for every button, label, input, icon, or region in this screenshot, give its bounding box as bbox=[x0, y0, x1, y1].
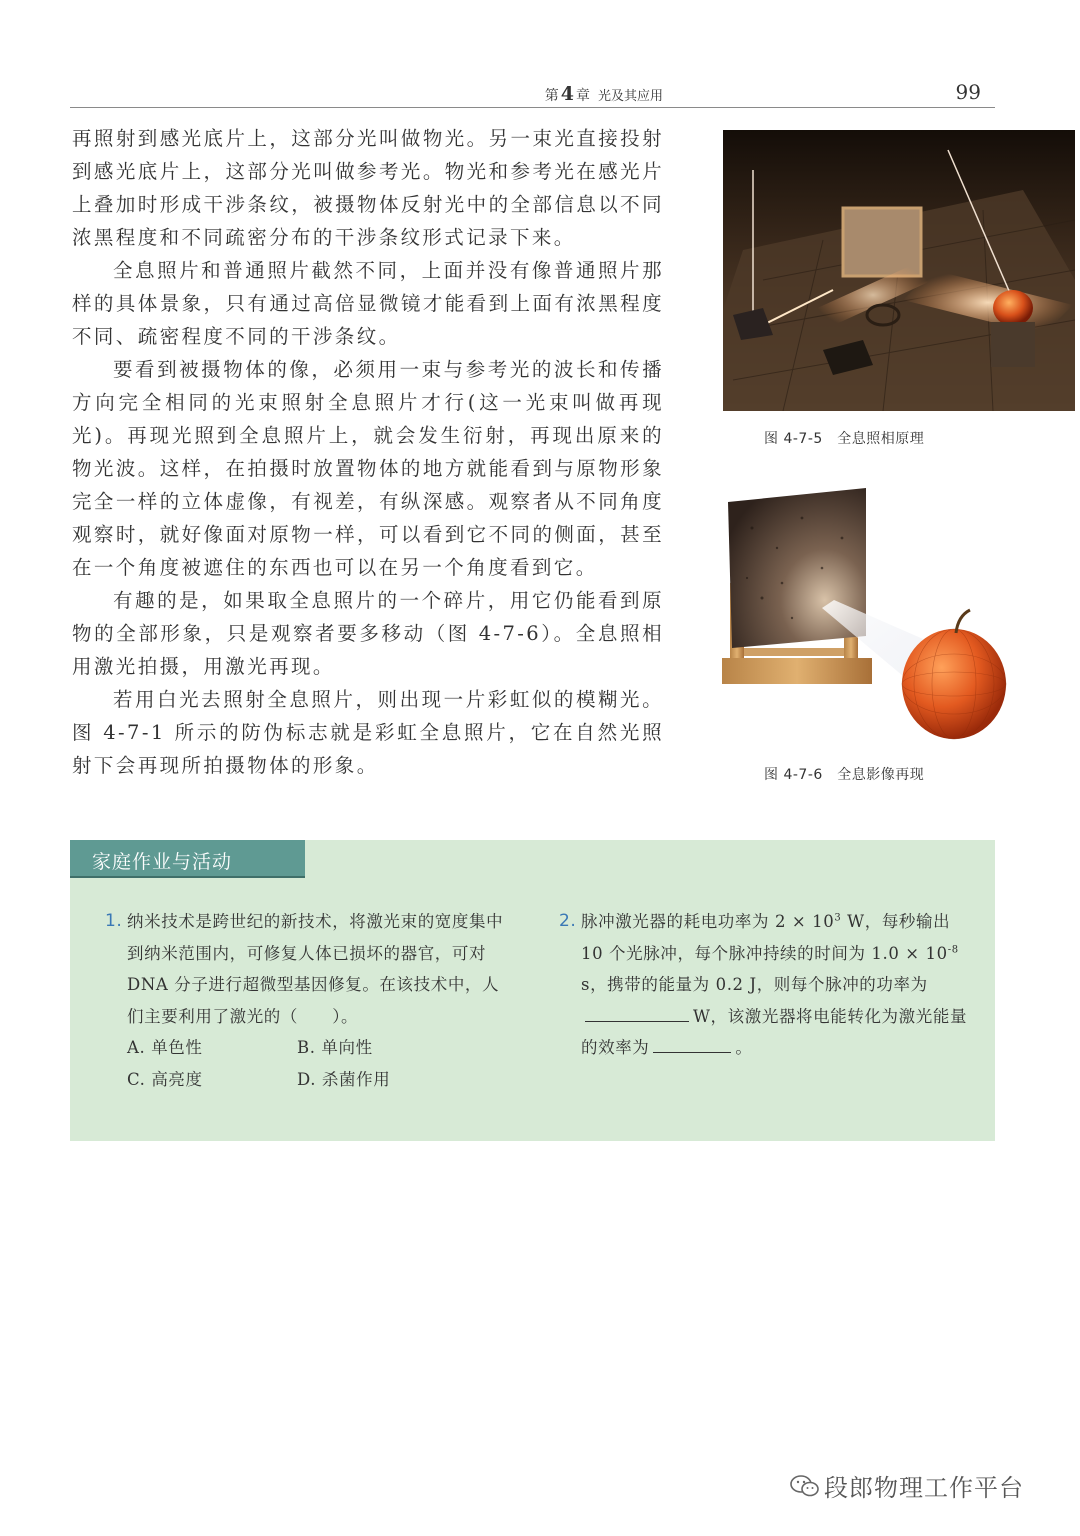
homework-title: 家庭作业与活动 bbox=[92, 851, 233, 873]
question-number: 1. bbox=[105, 911, 123, 931]
hologram-reconstruction-photo bbox=[722, 488, 1014, 746]
wechat-icon bbox=[790, 1474, 820, 1504]
option-b: B. 单向性 bbox=[297, 1038, 373, 1057]
question-number: 2. bbox=[559, 911, 577, 931]
paragraph: 再照射到感光底片上，这部分光叫做物光。另一束光直接投射到感光底片上，这部分光叫做参考光。物光和参考光在感光片上叠加时形成干涉条纹，被摄物体反射光中的全部信息以不同浓黑程度和不同疏密分布的干涉条纹形式记录下来。 bbox=[72, 127, 664, 249]
watermark-text: 段郎物理工作平台 bbox=[824, 1474, 1024, 1502]
question-text: 脉冲激光器的耗电功率为 $2 \times 10^3$ W，每秒输出 10 个光脉冲，每个脉冲持续的时间为 $1.0 \times 10^{-8}$ s，携带的能量为 0.2 J，则每个脉冲的功率为W，该激光器将电能转化为激光能量的效率为 。 bbox=[581, 912, 968, 1057]
answer-blank bbox=[653, 1035, 731, 1053]
body-text bbox=[72, 122, 664, 782]
page-number: 99 bbox=[955, 80, 981, 104]
chapter-heading: 第 4 章 光及其应用 bbox=[544, 83, 663, 105]
chapter-number: 4 bbox=[560, 83, 574, 105]
paragraph: 若用白光去照射全息照片，则出现一片彩虹似的模糊光。图 4-7-1 所示的防伪标志就是彩虹全息照片，它在自然光照射下会再现所拍摄物体的形象。 bbox=[72, 688, 664, 777]
paragraph: 要看到被摄物体的像，必须用一束与参考光的波长和传播方向完全相同的光束照射全息照片才行(这一光束叫做再现光)。再现光照到全息照片上，就会发生衍射，再现出原来的物光波。这样，在拍摄时放置物体的地方就能看到与原物形象完全一样的立体虚像，有视差，有纵深感。观察者从不同角度观察时，就好像面对原物一样，可以看到它不同的侧面，甚至在一个角度被遮住的东西也可以在另一个角度看到它。 bbox=[72, 358, 664, 579]
option-list bbox=[127, 1032, 512, 1096]
chapter-title: 光及其应用 bbox=[597, 89, 663, 104]
question-text: 纳米技术是跨世纪的新技术，将激光束的宽度集中到纳米范围内，可修复人体已损坏的器官，可对 DNA 分子进行超微型基因修复。在该技术中，人们主要利用了激光的（ ）。 bbox=[127, 912, 504, 1026]
answer-blank bbox=[585, 1004, 689, 1022]
page-header bbox=[70, 80, 995, 108]
option-a: A. 单色性 bbox=[127, 1038, 203, 1057]
watermark bbox=[790, 1468, 1024, 1504]
question-1 bbox=[105, 906, 512, 1096]
figure-caption: 图 4-7-6 全息影像再现 bbox=[764, 767, 925, 783]
option-d: D. 杀菌作用 bbox=[297, 1070, 391, 1089]
homework-title-bar bbox=[70, 840, 305, 878]
paragraph: 全息照片和普通照片截然不同，上面并没有像普通照片那样的具体景象，只有通过高倍显微镜才能看到上面有浓黑程度不同、疏密程度不同的干涉条纹。 bbox=[72, 259, 664, 348]
figure-caption: 图 4-7-5 全息照相原理 bbox=[764, 431, 925, 447]
option-c: C. 高亮度 bbox=[127, 1070, 203, 1089]
holography-principle-photo bbox=[723, 130, 1075, 411]
paragraph: 有趣的是，如果取全息照片的一个碎片，用它仍能看到原物的全部形象，只是观察者要多移动（图 4-7-6）。全息照相用激光拍摄，用激光再现。 bbox=[72, 589, 664, 678]
question-2 bbox=[559, 906, 971, 1064]
